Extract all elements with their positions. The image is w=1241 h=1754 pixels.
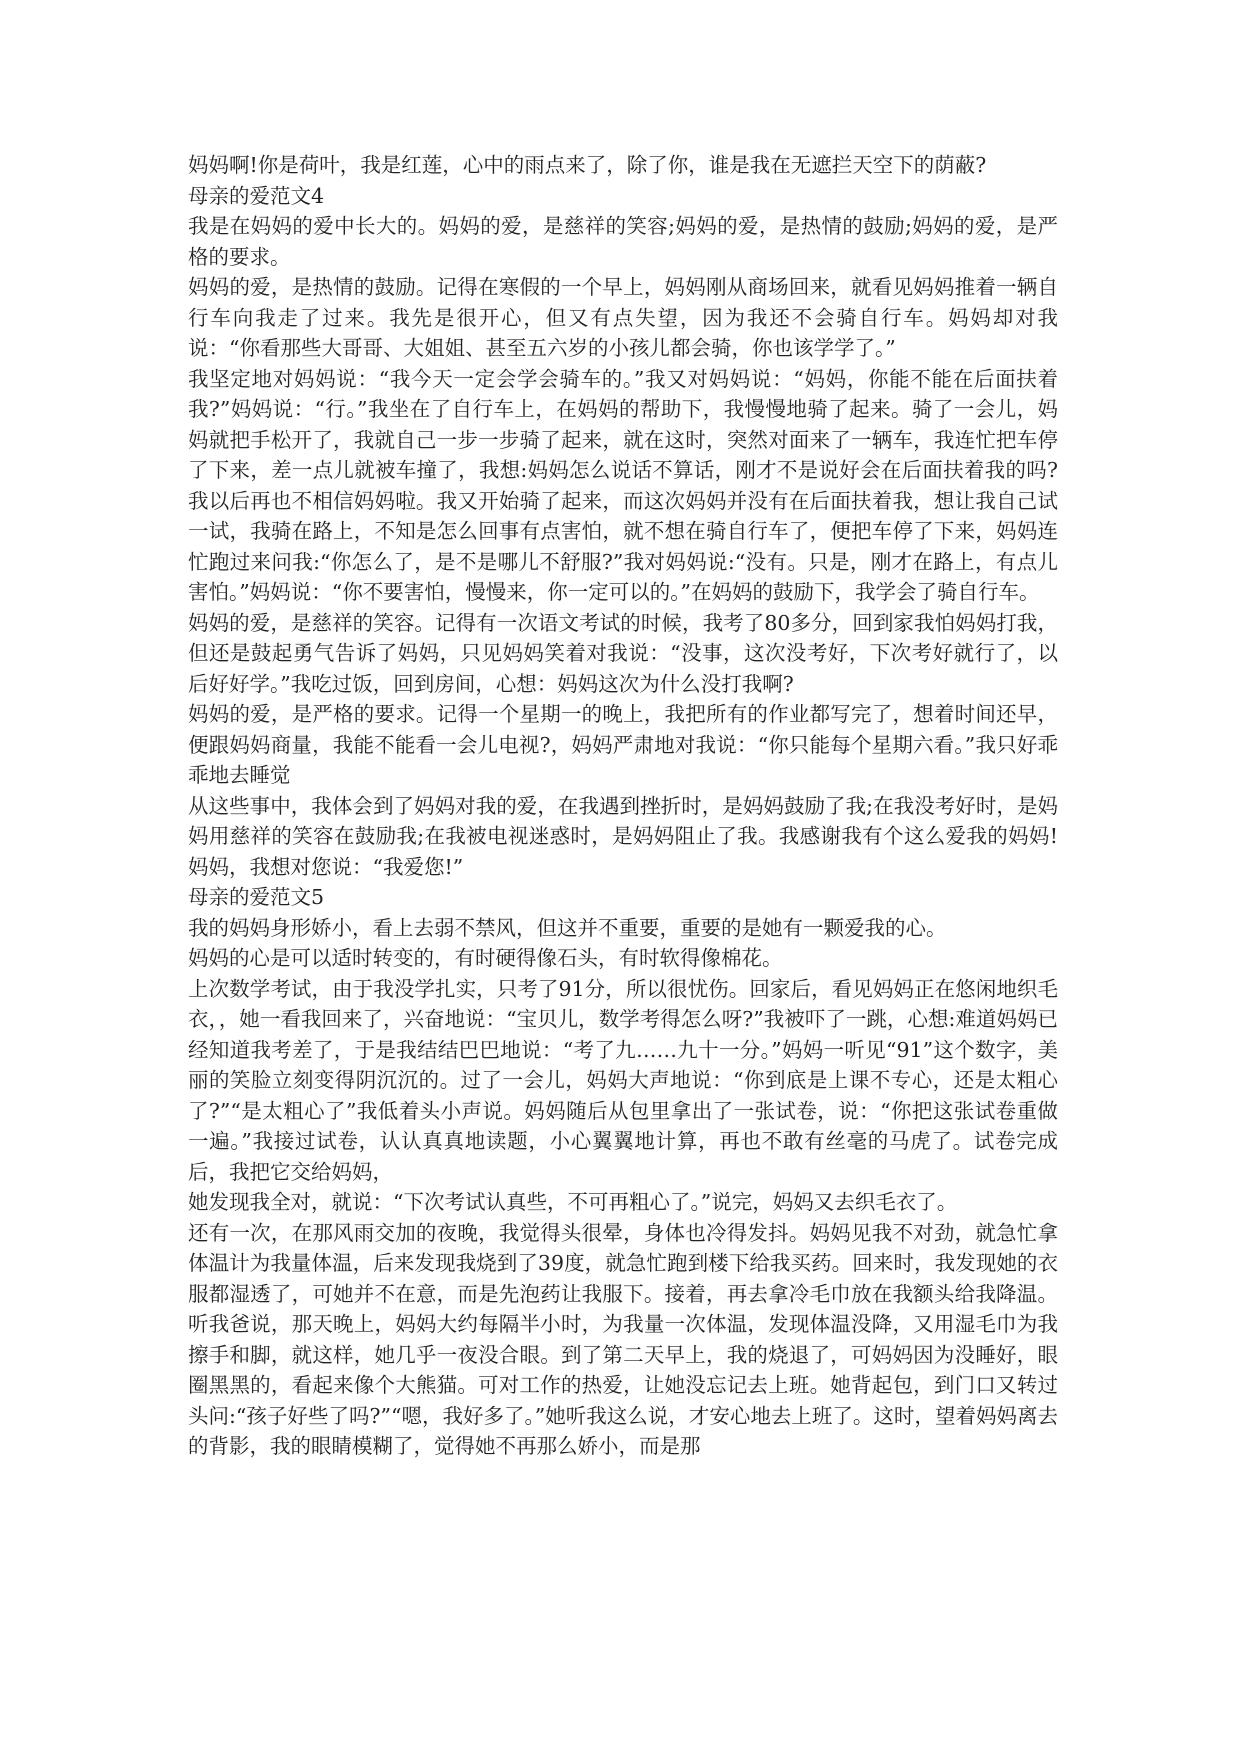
paragraph: 妈妈的爱，是热情的鼓励。记得在寒假的一个早上，妈妈刚从商场回来，就看见妈妈推着一辆自行车向我走了过来。我先是很开心，但又有点失望，因为我还不会骑自行车。妈妈却对我说：“你看那些大哥哥、大姐姐、甚至五六岁的小孩儿都会骑，你也该学学了。” <box>188 275 1058 360</box>
paragraph: 妈妈的爱，是严格的要求。记得一个星期一的晚上，我把所有的作业都写完了，想着时间还早，便跟妈妈商量，我能不能看一会儿电视?，妈妈严肃地对我说：“你只能每个星期六看。”我只好乖乖地去睡觉 <box>188 702 1058 787</box>
paragraph: 妈妈的爱，是慈祥的笑容。记得有一次语文考试的时候，我考了80多分，回到家我怕妈妈打我，但还是鼓起勇气告诉了妈妈，只见妈妈笑着对我说：“没事，这次没考好，下次考好就行了，以后好好学。”我吃过饭，回到房间，心想：妈妈这次为什么没打我啊? <box>188 610 1058 696</box>
section-heading: 母亲的爱范文4 <box>188 183 325 208</box>
paragraph: 我是在妈妈的爱中长大的。妈妈的爱，是慈祥的笑容;妈妈的爱，是热情的鼓励;妈妈的爱，是严格的要求。 <box>188 214 1058 269</box>
paragraph: 我坚定地对妈妈说：“我今天一定会学会骑车的。”我又对妈妈说：“妈妈，你能不能在后面扶着我?”妈妈说：“行。”我坐在了自行车上，在妈妈的帮助下，我慢慢地骑了起来。骑了一会儿，妈妈就把手松开了，我就自己一步一步骑了起来，就在这时，突然对面来了一辆车，我连忙把车停了下来，差一点儿就被车撞了，我想:妈妈怎么说话不算话，刚才不是说好会在后面扶着我的吗?我以后再也不相信妈妈啦。我又开始骑了起来，而这次妈妈并没有在后面扶着我，想让我自己试一试，我骑在路上，不知是怎么回事有点害怕，就不想在骑自行车了，便把车停了下来，妈妈连忙跑过来问我:“你怎么了，是不是哪儿不舒服?”我对妈妈说:“没有。只是，刚才在路上，有点儿害怕。”妈妈说：“你不要害怕，慢慢来，你一定可以的。”在妈妈的鼓励下，我学会了骑自行车。 <box>188 366 1058 604</box>
paragraph: 还有一次，在那风雨交加的夜晚，我觉得头很晕，身体也冷得发抖。妈妈见我不对劲，就急忙拿体温计为我量体温，后来发现我烧到了39度，就急忙跑到楼下给我买药。回来时，我发现她的衣服都湿透了，可她并不在意，而是先泡药让我服下。接着，再去拿冷毛巾放在我额头给我降温。听我爸说，那天晚上，妈妈大约每隔半小时，为我量一次体温，发现体温没降，又用湿毛巾为我擦手和脚，就这样，她几乎一夜没合眼。到了第二天早上，我的烧退了，可妈妈因为没睡好，眼圈黑黑的，看起来像个大熊猫。可对工作的热爱，让她没忘记去上班。她背起包，到门口又转过头问:“孩子好些了吗?”“嗯，我好多了。”她听我这么说，才安心地去上班了。这时，望着妈妈离去的背影，我的眼睛模糊了，觉得她不再那么娇小，而是那 <box>188 1220 1058 1458</box>
paragraph: 妈妈的心是可以适时转变的，有时硬得像石头，有时软得像棉花。 <box>188 946 783 970</box>
paragraph: 我的妈妈身形娇小，看上去弱不禁风，但这并不重要，重要的是她有一颗爱我的心。 <box>188 915 947 940</box>
section-heading: 母亲的爱范文5 <box>188 885 325 909</box>
paragraph: 妈妈啊!你是荷叶，我是红莲，心中的雨点来了，除了你，谁是我在无遮拦天空下的荫蔽? <box>188 153 987 177</box>
document-body <box>188 150 1058 1462</box>
paragraph: 她发现我全对，就说：“下次考试认真些，不可再粗心了。”说完，妈妈又去织毛衣了。 <box>188 1190 958 1214</box>
paragraph: 从这些事中，我体会到了妈妈对我的爱，在我遇到挫折时，是妈妈鼓励了我;在我没考好时，是妈妈用慈祥的笑容在鼓励我;在我被电视迷惑时，是妈妈阻止了我。我感谢我有个这么爱我的妈妈!妈妈，我想对您说：“我爱您!” <box>188 793 1058 879</box>
paragraph: 上次数学考试，由于我没学扎实，只考了91分，所以很忧伤。回家后，看见妈妈正在悠闲地织毛衣，，她一看我回来了，兴奋地说：“宝贝儿，数学考得怎么呀?”我被吓了一跳，心想:难道妈妈已经知道我考差了，于是我结结巴巴地说：“考了九……九十一分。”妈妈一听见“91”这个数字，美丽的笑脸立刻变得阴沉沉的。过了一会儿，妈妈大声地说：“你到底是上课不专心，还是太粗心了?”“是太粗心了”我低着头小声说。妈妈随后从包里拿出了一张试卷，说：“你把这张试卷重做一遍。”我接过试卷，认认真真地读题，小心翼翼地计算，再也不敢有丝毫的马虎了。试卷完成后，我把它交给妈妈， <box>188 976 1058 1184</box>
